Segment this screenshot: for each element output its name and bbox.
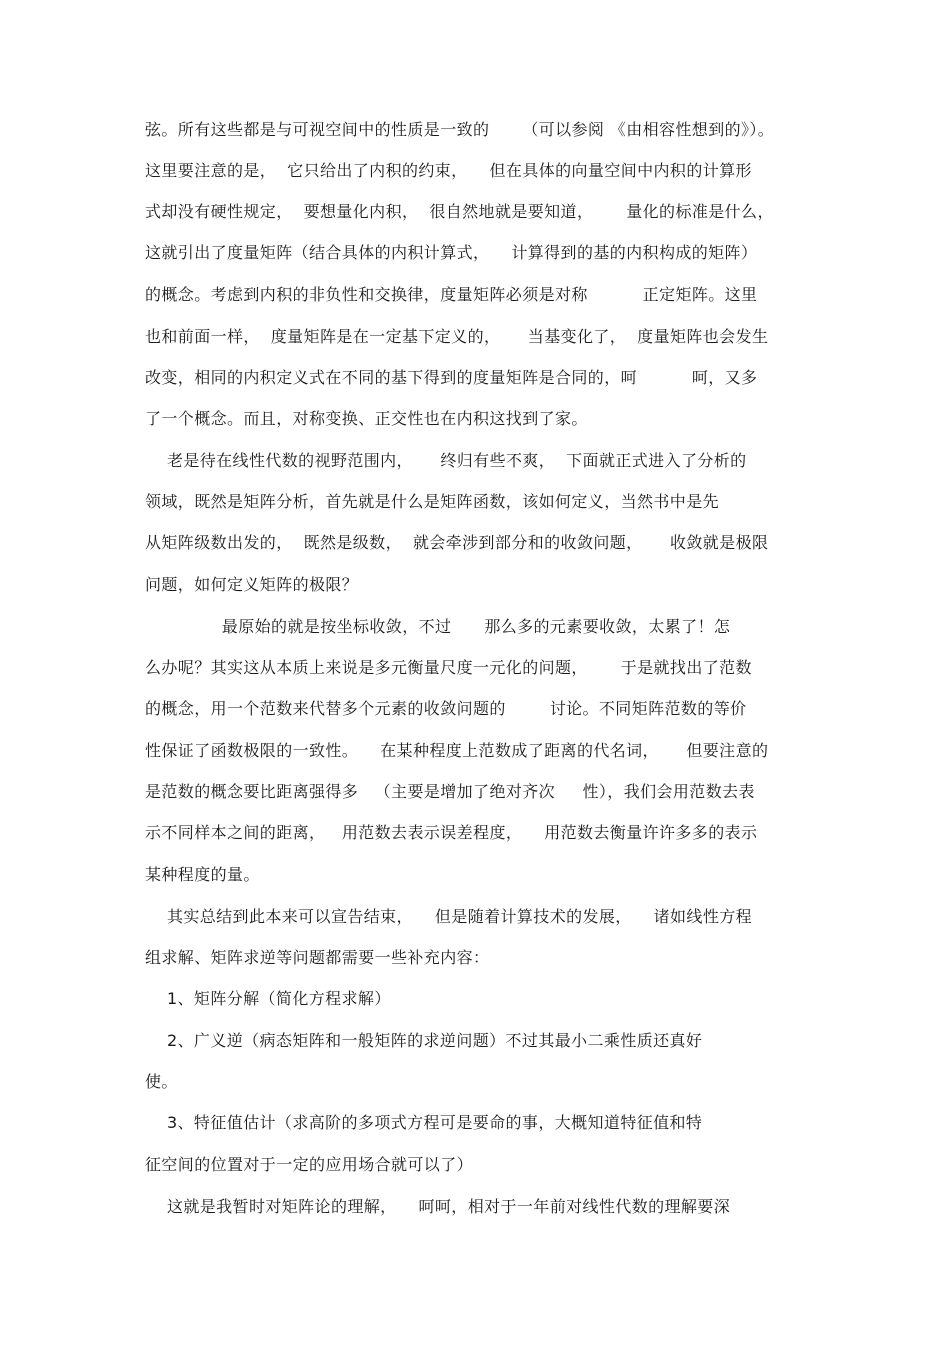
- text-line: 1、矩阵分解（简化方程求解）: [145, 989, 391, 1008]
- text-line: 的概念，用一个范数来代替多个元素的收敛问题的 讨论。不同矩阵范数的等价: [145, 699, 747, 718]
- text-line: 3、特征值估计（求高阶的多项式方程可是要命的事，大概知道特征值和特: [145, 1113, 703, 1132]
- text-line: 2、广义逆（病态矩阵和一般矩阵的求逆问题）不过其最小二乘性质还真好: [145, 1031, 703, 1050]
- text-line: 征空间的位置对于一定的应用场合就可以了）: [145, 1155, 474, 1174]
- text-line: 改变，相同的内积定义式在不同的基下得到的度量矩阵是合同的，呵 呵，又多: [145, 368, 758, 387]
- text-line: 示不同样本之间的距离， 用范数去表示误差程度， 用范数去衡量许许多多的表示: [145, 823, 758, 842]
- text-line: 组求解、矩阵求逆等问题都需要一些补充内容：: [145, 948, 490, 967]
- text-line: 是范数的概念要比距离强得多 （主要是增加了绝对齐次 性），我们会用范数去表: [145, 782, 755, 801]
- text-line: 这就是我暂时对矩阵论的理解， 呵呵，相对于一年前对线性代数的理解要深: [145, 1197, 731, 1216]
- text-line: 老是待在线性代数的视野范围内， 终归有些不爽， 下面就正式进入了分析的: [145, 451, 747, 470]
- text-line: 弦。所有这些都是与可视空间中的性质是一致的 （可以参阅 《由相容性想到的》）。: [145, 120, 775, 139]
- text-line: 最原始的就是按坐标收敛，不过 那么多的元素要收敛，太累了！怎: [145, 617, 731, 636]
- text-line: 从矩阵级数出发的， 既然是级数， 就会牵涉到部分和的收敛问题， 收敛就是极限: [145, 533, 769, 552]
- text-line: 问题，如何定义矩阵的极限？: [145, 575, 359, 594]
- text-line: 使。: [145, 1072, 178, 1091]
- text-line: 性保证了函数极限的一致性。 在某种程度上范数成了距离的代名词， 但要注意的: [145, 741, 769, 760]
- text-line: 也和前面一样， 度量矩阵是在一定基下定义的， 当基变化了， 度量矩阵也会发生: [145, 327, 769, 346]
- text-line: 么办呢？其实这从本质上来说是多元衡量尺度一元化的问题， 于是就找出了范数: [145, 658, 752, 677]
- text-line: 这就引出了度量矩阵（结合具体的内积计算式， 计算得到的基的内积构成的矩阵）: [145, 243, 758, 262]
- text-line: 的概念。考虑到内积的非负性和交换律，度量矩阵必须是对称 正定矩阵。这里: [145, 285, 758, 304]
- text-line: 领域，既然是矩阵分析，首先就是什么是矩阵函数，该如何定义，当然书中是先: [145, 492, 720, 511]
- text-line: 其实总结到此本来可以宣告结束， 但是随着计算技术的发展， 诸如线性方程: [145, 907, 753, 926]
- text-line: 式却没有硬性规定， 要想量化内积， 很自然地就是要知道， 量化的标准是什么，: [145, 202, 774, 221]
- text-line: 这里要注意的是， 它只给出了内积的约束， 但在具体的向量空间中内积的计算形: [145, 161, 752, 180]
- text-line: 了一个概念。而且，对称变换、正交性也在内积这找到了家。: [145, 409, 588, 428]
- text-line: 某种程度的量。: [145, 865, 260, 884]
